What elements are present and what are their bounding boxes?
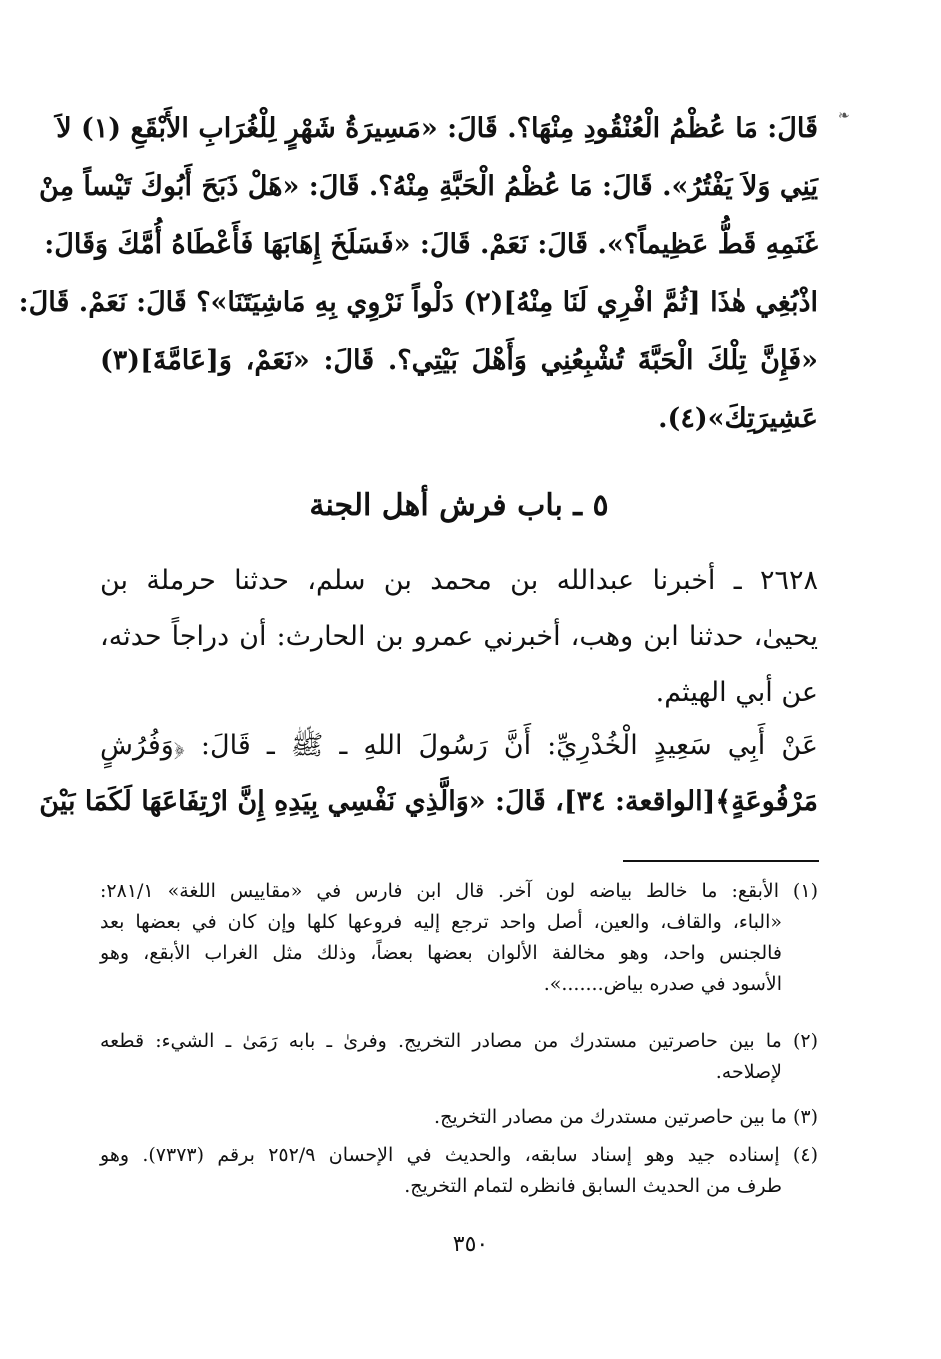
footnote-4 — [100, 1140, 818, 1202]
footnote-line: (٤) إسناده جيد وهو إسناد سابقه، والحديث في الإحسان ٢٥٢/٩ برقم (٧٣٧٣). وهو — [100, 1144, 818, 1166]
chapter-title: ٥ ـ باب فرش أهل الجنة — [309, 488, 609, 523]
text-line: عن أبي الهيثم. — [655, 677, 818, 708]
text-line: اذْبُغِي هٰذَا [ثُمَّ افْرِي لَنَا مِنْهُ](٢) دَلْواً نَرْوِي بِهِ مَاشِيَتَنَا»؟ قَالَ: نَعَمْ. قَالَ: — [18, 287, 818, 318]
footnote-line: لإصلاحه. — [715, 1061, 782, 1083]
margin-mark: ❧ — [838, 108, 850, 124]
text-line: عَشِيرَتِكَ»(٤). — [658, 403, 818, 434]
footnote-1 — [100, 876, 818, 1000]
footnote-line: الأسود في صدره بياض.......». — [543, 973, 782, 995]
hadith-continuation — [18, 100, 818, 448]
footnote-line: فالجنس واحد، وهو مخالفة الألوان بعضها بعضاً، وذلك مثل الغراب الأبقع، وهو — [100, 942, 782, 964]
footnote-2 — [100, 1026, 818, 1088]
text-line: غَنَمِهِ قَطُّ عَظِيماً؟». قَالَ: نَعَمْ. قَالَ: «فَسَلَخَ إِهَابَهَا فَأَعْطَاهُ أُمَّكَ وَقَالَ: — [44, 229, 818, 260]
matn-paragraph — [39, 718, 818, 830]
footnote-line: «الباء، والقاف، والعين، أصل واحد ترجع إليه فروعها كلها وإن كان في بعضها بعد — [100, 911, 782, 933]
isnad-paragraph — [100, 553, 818, 721]
text-line: يَنِي وَلاَ يَفْتُرُ». قَالَ: مَا عُظْمُ الْحَبَّةِ مِنْهُ؟. قَالَ: «هَلْ ذَبَحَ أَبُوكَ تَيْساً مِنْ — [39, 171, 818, 202]
page-number: ٣٥٠ — [452, 1232, 489, 1257]
footnote-line: (٢) ما بين حاصرتين مستدرك من مصادر التخريج. وفرىٰ ـ بابه رَمَىٰ ـ الشيء: قطعه — [100, 1030, 818, 1052]
text-line: ٢٦٢٨ ـ أخبرنا عبدالله بن محمد بن سلم، حدثنا حرملة بن — [100, 565, 818, 596]
text-line: مَرْفُوعَةٍ﴾[الواقعة: ٣٤]، قَالَ: «وَالَّذِي نَفْسِي بِيَدِهِ إِنَّ ارْتِفَاعَهَا لَكَمَا بَيْنَ — [39, 786, 818, 817]
footnote-separator — [623, 860, 819, 862]
text-line: «فَإِنَّ تِلْكَ الْحَبَّةَ تُشْبِعُنِي وَأَهْلَ بَيْتِي؟. قَالَ: «نَعَمْ، وَ[عَامَّةَ](٣) — [100, 345, 818, 376]
footnote-line: (١) الأبقع: ما خالط بياضه لون آخر. قال ابن فارس في «مقاييس اللغة» ٢٨١/١: — [100, 880, 818, 902]
footnote-3 — [100, 1102, 818, 1133]
footnote-line: طرف من الحديث السابق فانظره لتمام التخريج. — [404, 1175, 782, 1197]
text-line: يحيىٰ، حدثنا ابن وهب، أخبرني عمرو بن الحارث: أن دراجاً حدثه، — [100, 621, 818, 652]
text-line: عَنْ أَبِي سَعِيدٍ الْخُدْرِيِّ: أَنَّ رَسُولَ اللهِ ـ ﷺ ـ قَالَ: ﴿وَفُرُشٍ — [100, 730, 818, 761]
footnote-line: (٣) ما بين حاصرتين مستدرك من مصادر التخريج. — [434, 1106, 818, 1128]
text-line: قَالَ: مَا عُظْمُ الْعُنْقُودِ مِنْهَا؟. قَالَ: «مَسِيرَةُ شَهْرٍ لِلْغُرَابِ الأَبْقَعِ (١) لاَ — [56, 113, 818, 144]
